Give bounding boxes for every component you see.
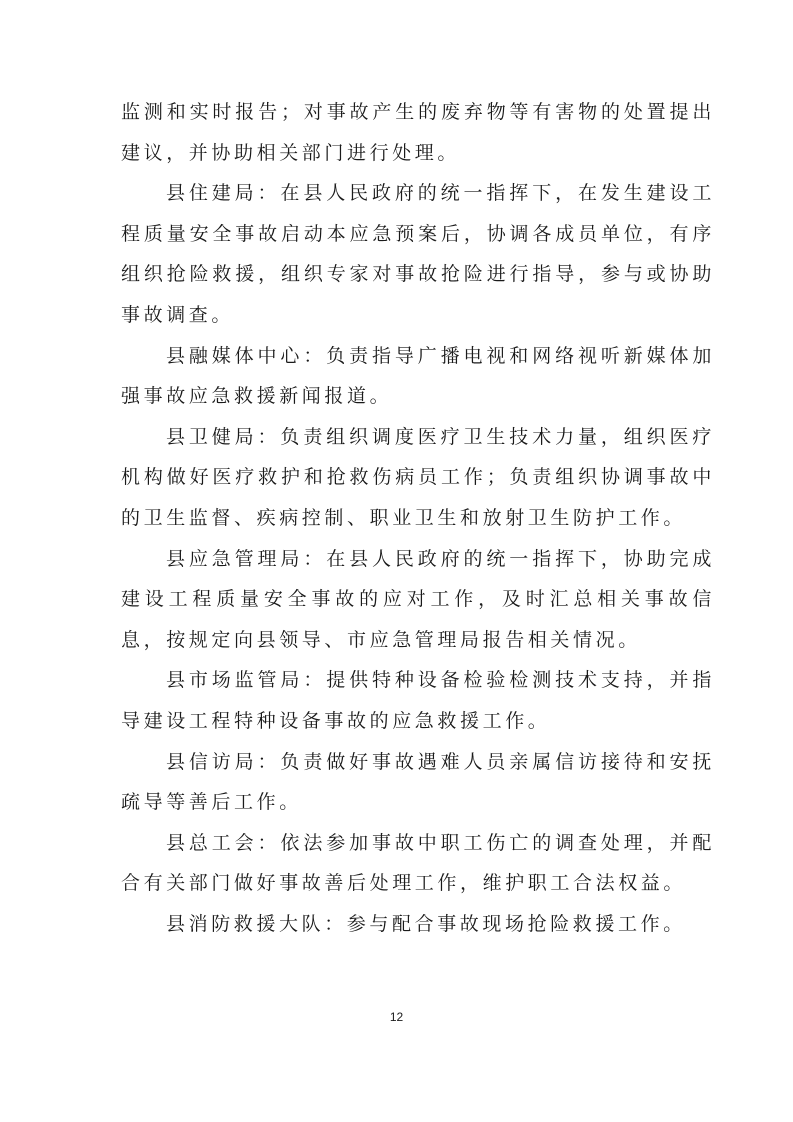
paragraph-county-media-center: 县融媒体中心：负责指导广播电视和网络视听新媒体加强事故应急救援新闻报道。	[121, 344, 715, 408]
paragraph-county-fire-rescue: 县消防救援大队：参与配合事故现场抢险救援工作。	[166, 912, 686, 935]
paragraph-continuation: 监测和实时报告；对事故产生的废弃物等有害物的处置提出建议，并协助相关部门进行处理。	[121, 101, 715, 164]
paragraph-county-market-supervision: 县市场监管局：提供特种设备检验检测技术支持，并指导建设工程特种设备事故的应急救援工作。	[121, 669, 715, 732]
paragraph-county-trade-union: 县总工会：依法参加事故中职工伤亡的调查处理，并配合有关部门做好事故善后处理工作，维护职工合法权益。	[121, 831, 715, 895]
paragraph-county-emergency-bureau: 县应急管理局：在县人民政府的统一指挥下，协助完成建设工程质量安全事故的应对工作，及时汇总相关事故信息，按规定向县领导、市应急管理局报告相关情况。	[121, 547, 715, 651]
paragraph-county-housing-bureau: 县住建局：在县人民政府的统一指挥下，在发生建设工程质量安全事故启动本应急预案后，协调各成员单位，有序组织抢险救援，组织专家对事故抢险进行指导，参与或协助事故调查。	[121, 182, 715, 326]
paragraph-county-petition-bureau: 县信访局：负责做好事故遇难人员亲属信访接待和安抚疏导等善后工作。	[121, 750, 715, 814]
document-body	[121, 92, 715, 944]
page-number: 12	[389, 1010, 404, 1024]
paragraph-county-health-bureau: 县卫健局：负责组织调度医疗卫生技术力量，组织医疗机构做好医疗救护和抢救伤病员工作；负责组织协调事故中的卫生监督、疾病控制、职业卫生和放射卫生防护工作。	[121, 425, 715, 529]
